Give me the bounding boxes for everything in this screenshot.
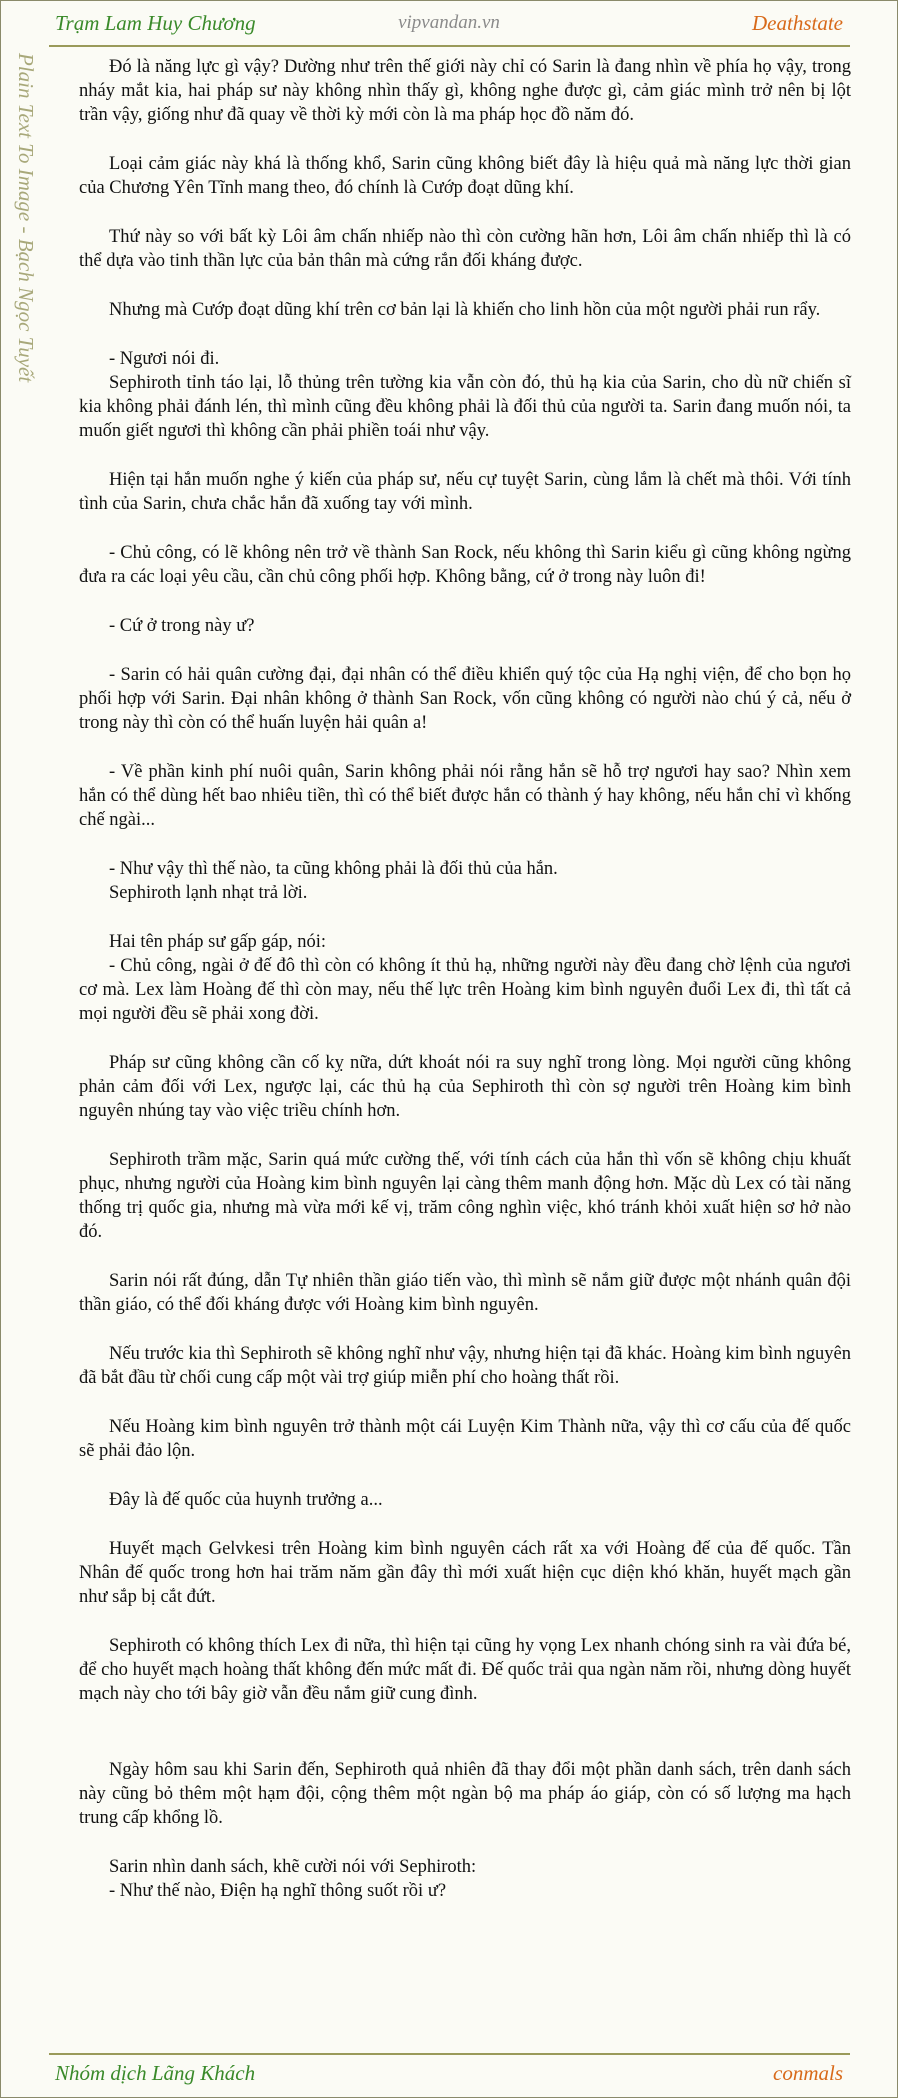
paragraph: Sephiroth có không thích Lex đi nữa, thì hiện tại cũng hy vọng Lex nhanh chóng sinh ra vài đứa bé, để cho huyết mạch hoàng thất không đến mức mất đi. Đế quốc trải qua ngàn năm rồi, nhưng dòng huyết mạch này cho tới bây giờ vẫn đều nắm giữ cung đình. (79, 1636, 851, 1704)
paragraph: Nếu trước kia thì Sephiroth sẽ không nghĩ như vậy, nhưng hiện tại đã khác. Hoàng kim bình nguyên đã bắt đầu từ chối cung cấp một vài trợ giúp miễn phí cho hoàng thất rồi. (79, 1344, 851, 1388)
story-text (79, 55, 851, 1928)
paragraph: Sephiroth lạnh nhạt trả lời. (109, 883, 308, 903)
paragraph: - Chủ công, có lẽ không nên trở về thành San Rock, nếu không thì Sarin kiểu gì cũng không ngừng đưa ra các loại yêu cầu, cần chủ công phối hợp. Không bằng, cứ ở trong này luôn đi! (79, 543, 851, 587)
paragraph: - Ngươi nói đi. (109, 349, 220, 369)
paragraph: - Chủ công, ngài ở đế đô thì còn có không ít thủ hạ, những người này đều đang chờ lệnh của ngươi cơ mà. Lex làm Hoàng đế thì còn may, nếu thế lực trên Hoàng kim bình nguyên đuổi Lex đi, thì tất cả mọi người đều sẽ phải xong đời. (79, 956, 851, 1024)
header-translator: Trạm Lam Huy Chương (55, 11, 256, 35)
paragraph: Loại cảm giác này khá là thống khổ, Sarin cũng không biết đây là hiệu quả mà năng lực thời gian của Chương Yên Tĩnh mang theo, đó chính là Cướp đoạt dũng khí. (79, 154, 851, 198)
paragraph: Đây là đế quốc của huynh trưởng a... (109, 1490, 383, 1510)
paragraph: - Sarin có hải quân cường đại, đại nhân có thể điều khiển quý tộc của Hạ nghị viện, để cho bọn họ phối hợp với Sarin. Đại nhân không ở thành San Rock, vốn cũng không có người nào chú ý cả, nếu ở trong này thì còn có thể huấn luyện hải quân a! (79, 665, 851, 733)
paragraph: Pháp sư cũng không cần cố kỵ nữa, dứt khoát nói ra suy nghĩ trong lòng. Mọi người cũng không phản cảm đối với Lex, ngược lại, các thủ hạ của Sephiroth thì còn sợ người trên Hoàng kim bình nguyên nhúng tay vào việc triều chính hơn. (79, 1053, 851, 1121)
paragraph: Hiện tại hắn muốn nghe ý kiến của pháp sư, nếu cự tuyệt Sarin, cùng lắm là chết mà thôi. Với tính tình của Sarin, chưa chắc hắn đã xuống tay với mình. (79, 470, 851, 514)
paragraph: - Như thế nào, Điện hạ nghĩ thông suốt rồi ư? (109, 1881, 447, 1901)
bottom-divider (49, 2053, 850, 2055)
side-watermark: Plain Text To Image - Bạch Ngọc Tuyết (14, 53, 38, 383)
paragraph: Huyết mạch Gelvkesi trên Hoàng kim bình nguyên cách rất xa với Hoàng đế của đế quốc. Tần Nhân đế quốc trong hơn hai trăm năm gần đây thì mới xuất hiện cục diện khó khăn, huyết mạch gần như sắp bị cắt đứt. (79, 1539, 851, 1607)
paragraph: - Về phần kinh phí nuôi quân, Sarin không phải nói rằng hắn sẽ hỗ trợ ngươi hay sao? Nhìn xem hắn có thể dùng hết bao nhiêu tiền, thì có thể biết được hắn có thành ý hay không, nếu hắn chỉ vì khống chế ngài... (79, 762, 851, 830)
paragraph: Sarin nhìn danh sách, khẽ cười nói với Sephiroth: (109, 1857, 477, 1877)
paragraph: Ngày hôm sau khi Sarin đến, Sephiroth quả nhiên đã thay đổi một phần danh sách, trên danh sách này cũng bỏ thêm một hạm đội, cộng thêm một ngàn bộ ma pháp áo giáp, còn có số lượng ma hạch trung cấp khổng lồ. (79, 1760, 851, 1828)
paragraph: Sephiroth tỉnh táo lại, lỗ thủng trên tường kia vẫn còn đó, thủ hạ kia của Sarin, cho dù nữ chiến sĩ kia không phải đánh lén, thì mình cũng đều không phải là đối thủ của người ta. Sarin đang muốn nói, ta muốn giết ngươi thì không cần phải phiền toái như vậy. (79, 373, 851, 441)
top-divider (49, 45, 850, 47)
paragraph: - Cứ ở trong này ư? (109, 616, 255, 636)
paragraph: Đó là năng lực gì vậy? Dường như trên thế giới này chỉ có Sarin là đang nhìn về phía họ vậy, trong nháy mắt kia, hai pháp sư này không nhìn thấy gì, không nghe được gì, cảm giác mình trở nên bị lột trần vậy, giống như đã quay về thời kỳ mới còn là ma pháp học đồ năm đó. (79, 57, 851, 125)
header-uploader: Deathstate (752, 11, 843, 35)
paragraph: Nhưng mà Cướp đoạt dũng khí trên cơ bản lại là khiến cho linh hồn của một người phải run rẩy. (109, 300, 821, 320)
paragraph: Sarin nói rất đúng, dẫn Tự nhiên thần giáo tiến vào, thì mình sẽ nắm giữ được một nhánh quân đội thần giáo, có thể đối kháng được với Hoàng kim bình nguyên. (79, 1271, 851, 1315)
paragraph: Thứ này so với bất kỳ Lôi âm chấn nhiếp nào thì còn cường hãn hơn, Lôi âm chấn nhiếp thì là có thể dựa vào tinh thần lực của bản thân mà cứng rắn đối kháng được. (79, 227, 851, 271)
header-site: vipvandan.vn (398, 12, 500, 33)
header (1, 1, 897, 49)
paragraph: Nếu Hoàng kim bình nguyên trở thành một cái Luyện Kim Thành nữa, vậy thì cơ cấu của đế quốc sẽ phải đảo lộn. (79, 1417, 851, 1461)
footer-group: Nhóm dịch Lãng Khách (55, 2061, 256, 2085)
footer-credit: conmals (773, 2061, 843, 2085)
paragraph: Sephiroth trầm mặc, Sarin quá mức cường thế, với tính cách của hắn thì vốn sẽ không chịu khuất phục, nhưng người của Hoàng kim bình nguyên lại càng thêm manh động hơn. Mặc dù Lex có tài năng thống trị quốc gia, nhưng mà vừa mới kế vị, trăm công nghìn việc, khó tránh khỏi xuất hiện sơ hở nào đó. (79, 1150, 851, 1242)
paragraph: - Như vậy thì thế nào, ta cũng không phải là đối thủ của hắn. (109, 859, 558, 879)
paragraph: Hai tên pháp sư gấp gáp, nói: (109, 932, 327, 952)
